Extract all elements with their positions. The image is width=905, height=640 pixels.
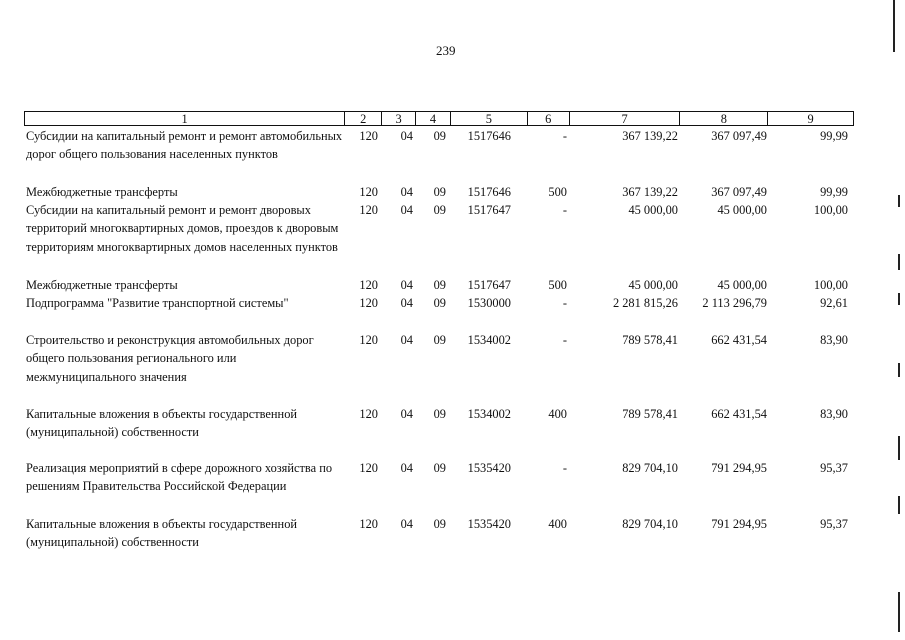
scan-edge-mark <box>898 363 900 377</box>
cell-subsection: 09 <box>433 461 446 475</box>
cell-target-article: 1535420 <box>467 517 511 531</box>
header-cell-2: 2 <box>345 112 382 125</box>
cell-planned: 367 139,22 <box>622 185 678 199</box>
scan-edge-mark <box>898 293 900 305</box>
cell-planned: 45 000,00 <box>628 278 678 292</box>
cell-planned: 367 139,22 <box>622 129 678 143</box>
cell-target-article: 1517647 <box>467 203 511 217</box>
cell-expense-type: - <box>562 129 567 143</box>
cell-section: 04 <box>400 296 413 310</box>
cell-ministry: 120 <box>359 333 378 347</box>
cell-ministry: 120 <box>359 185 378 199</box>
row-description: Субсидии на капитальный ремонт и ремонт автомобильных дорог общего пользования населенных пунктов <box>26 129 343 162</box>
cell-planned: 789 578,41 <box>622 333 678 347</box>
cell-target-article: 1517646 <box>467 185 511 199</box>
table-row <box>24 127 854 164</box>
cell-ministry: 120 <box>359 461 378 475</box>
cell-executed: 367 097,49 <box>711 129 767 143</box>
table-row <box>24 294 854 312</box>
scan-edge-mark <box>898 195 900 207</box>
cell-section: 04 <box>400 203 413 217</box>
header-cell-1: 1 <box>25 112 345 125</box>
cell-percent: 99,99 <box>820 129 848 143</box>
cell-expense-type: - <box>562 461 567 475</box>
cell-percent: 99,99 <box>820 185 848 199</box>
cell-subsection: 09 <box>433 296 446 310</box>
cell-expense-type: - <box>562 203 567 217</box>
cell-target-article: 1535420 <box>467 461 511 475</box>
cell-executed: 791 294,95 <box>711 517 767 531</box>
cell-target-article: 1534002 <box>467 333 511 347</box>
cell-percent: 83,90 <box>820 407 848 421</box>
cell-planned: 2 281 815,26 <box>612 296 678 310</box>
cell-section: 04 <box>400 185 413 199</box>
cell-expense-type: - <box>562 333 567 347</box>
cell-percent: 100,00 <box>813 278 848 292</box>
cell-target-article: 1517646 <box>467 129 511 143</box>
cell-section: 04 <box>400 129 413 143</box>
cell-subsection: 09 <box>433 129 446 143</box>
cell-expense-type: - <box>562 296 567 310</box>
cell-section: 04 <box>400 517 413 531</box>
cell-section: 04 <box>400 461 413 475</box>
cell-percent: 95,37 <box>820 461 848 475</box>
table-row <box>24 201 854 256</box>
cell-percent: 83,90 <box>820 333 848 347</box>
cell-executed: 2 113 296,79 <box>702 296 767 310</box>
cell-executed: 45 000,00 <box>717 203 767 217</box>
row-description: Межбюджетные трансферты <box>26 278 178 292</box>
cell-planned: 829 704,10 <box>622 517 678 531</box>
row-description: Межбюджетные трансферты <box>26 185 178 199</box>
header-cell-3: 3 <box>382 112 416 125</box>
cell-target-article: 1534002 <box>467 407 511 421</box>
header-cell-5: 5 <box>451 112 528 125</box>
cell-subsection: 09 <box>433 333 446 347</box>
row-description: Субсидии на капитальный ремонт и ремонт дворовых территорий многоквартирных домов, проездов к дворовым территориям многоквартирных домов населенных пунктов <box>26 203 339 254</box>
scan-edge-mark <box>893 0 895 52</box>
cell-planned: 829 704,10 <box>622 461 678 475</box>
table-row <box>24 183 854 201</box>
cell-subsection: 09 <box>433 185 446 199</box>
header-cell-9: 9 <box>807 112 814 126</box>
table-row <box>24 459 854 496</box>
header-cell-4: 4 <box>416 112 451 125</box>
cell-ministry: 120 <box>359 203 378 217</box>
cell-subsection: 09 <box>433 278 446 292</box>
cell-executed: 662 431,54 <box>711 407 767 421</box>
cell-executed: 367 097,49 <box>711 185 767 199</box>
cell-ministry: 120 <box>359 407 378 421</box>
cell-expense-type: 500 <box>548 278 567 292</box>
cell-subsection: 09 <box>433 407 446 421</box>
budget-table <box>24 111 854 550</box>
scan-edge-mark <box>898 496 900 514</box>
table-row <box>24 405 854 442</box>
cell-percent: 95,37 <box>820 517 848 531</box>
table-row <box>24 331 854 386</box>
header-cell-7: 7 <box>570 112 681 125</box>
cell-subsection: 09 <box>433 203 446 217</box>
cell-executed: 45 000,00 <box>717 278 767 292</box>
page-number: 239 <box>436 43 456 58</box>
cell-target-article: 1530000 <box>467 296 511 310</box>
cell-expense-type: 400 <box>548 407 567 421</box>
scan-edge-mark <box>898 592 900 632</box>
cell-planned: 45 000,00 <box>628 203 678 217</box>
header-cell-8: 8 <box>680 112 768 125</box>
cell-executed: 662 431,54 <box>711 333 767 347</box>
cell-planned: 789 578,41 <box>622 407 678 421</box>
cell-expense-type: 500 <box>548 185 567 199</box>
table-row <box>24 276 854 294</box>
table-row <box>24 515 854 552</box>
cell-ministry: 120 <box>359 278 378 292</box>
row-description: Капитальные вложения в объекты государственной (муниципальной) собственности <box>26 407 298 440</box>
header-cell-6: 6 <box>528 112 570 125</box>
cell-ministry: 120 <box>359 129 378 143</box>
cell-executed: 791 294,95 <box>711 461 767 475</box>
row-description: Строительство и реконструкция автомобильных дорог общего пользования регионального или межмуниципального значения <box>26 333 314 384</box>
cell-section: 04 <box>400 333 413 347</box>
scan-edge-mark <box>898 254 900 270</box>
cell-ministry: 120 <box>359 296 378 310</box>
cell-section: 04 <box>400 278 413 292</box>
row-description: Реализация мероприятий в сфере дорожного хозяйства по решениям Правительства Российской Федерации <box>26 461 333 494</box>
cell-percent: 92,61 <box>820 296 848 310</box>
cell-percent: 100,00 <box>813 203 848 217</box>
cell-ministry: 120 <box>359 517 378 531</box>
cell-expense-type: 400 <box>548 517 567 531</box>
cell-subsection: 09 <box>433 517 446 531</box>
cell-target-article: 1517647 <box>467 278 511 292</box>
cell-section: 04 <box>400 407 413 421</box>
scan-edge-mark <box>898 436 900 460</box>
table-header-row <box>24 111 854 126</box>
row-description: Капитальные вложения в объекты государственной (муниципальной) собственности <box>26 517 298 550</box>
row-description: Подпрограмма "Развитие транспортной системы" <box>26 296 289 310</box>
